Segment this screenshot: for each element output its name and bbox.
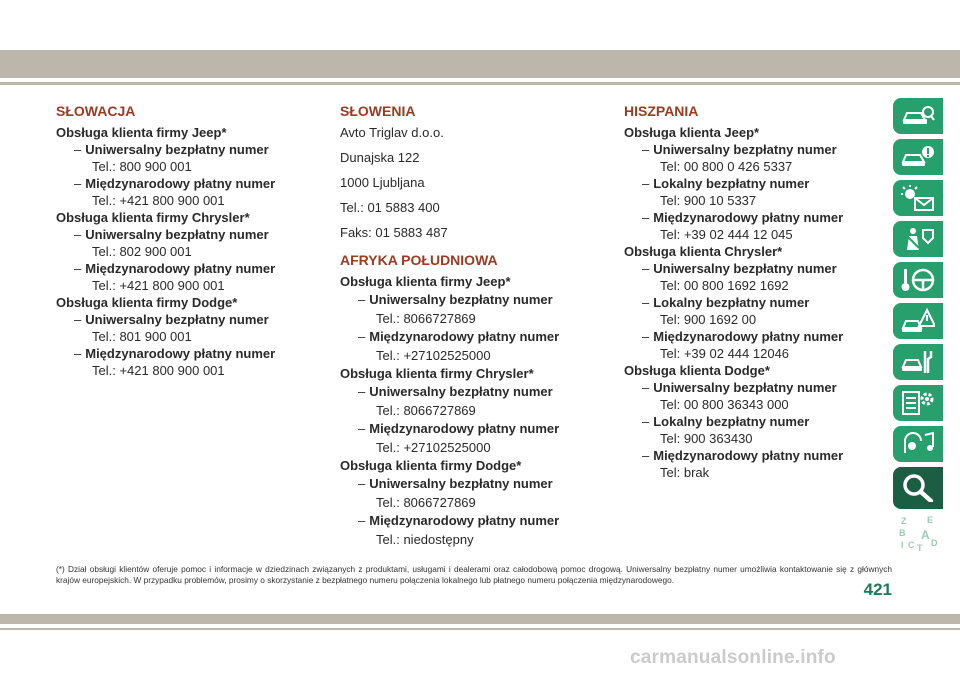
group-title: Obsługa klienta firmy Jeep* bbox=[340, 274, 511, 289]
group-title: Obsługa klienta firmy Chrysler* bbox=[340, 366, 534, 381]
car-search-icon bbox=[901, 103, 935, 129]
item-title: – Lokalny bezpłatny numer bbox=[642, 176, 810, 191]
item-title: – Międzynarodowy płatny numer bbox=[642, 448, 844, 463]
item-title: – Międzynarodowy płatny numer bbox=[74, 261, 276, 276]
item-title: – Międzynarodowy płatny numer bbox=[358, 421, 560, 436]
tab-car-info[interactable] bbox=[893, 139, 943, 175]
item-title: – Uniwersalny bezpłatny numer bbox=[74, 227, 269, 242]
group-south-africa-chrysler bbox=[340, 365, 610, 457]
multimedia-music-icon bbox=[901, 431, 935, 457]
group-south-africa-dodge bbox=[340, 457, 610, 549]
item-title: – Uniwersalny bezpłatny numer bbox=[358, 292, 553, 307]
section-slovenia-south-africa bbox=[340, 102, 610, 549]
tab-car-search[interactable] bbox=[893, 98, 943, 134]
group-title: Obsługa klienta Jeep* bbox=[624, 125, 760, 140]
group-title: Obsługa klienta firmy Dodge* bbox=[56, 295, 238, 310]
address-line: Dunajska 122 bbox=[340, 150, 420, 165]
group-title: Obsługa klienta firmy Dodge* bbox=[340, 458, 522, 473]
specifications-gear-icon bbox=[901, 390, 935, 416]
group-title: Obsługa klienta firmy Jeep* bbox=[56, 125, 227, 140]
group-slovakia-jeep bbox=[56, 124, 326, 209]
phone-value: Tel.: +27102525000 bbox=[376, 348, 491, 363]
item-title: – Uniwersalny bezpłatny numer bbox=[358, 476, 553, 491]
item-title: – Międzynarodowy płatny numer bbox=[74, 176, 276, 191]
warning-lights-message-icon bbox=[901, 185, 935, 211]
group-south-africa-jeep bbox=[340, 273, 610, 365]
phone-value: Tel: 00 800 1692 1692 bbox=[660, 278, 789, 293]
magnifier-icon bbox=[901, 474, 935, 502]
phone-value: Tel: 900 10 5337 bbox=[660, 193, 757, 208]
watermark: carmanualsonline.info bbox=[630, 647, 836, 668]
chapter-tabs bbox=[893, 98, 943, 555]
group-slovakia-dodge bbox=[56, 294, 326, 379]
phone-value: Tel: 900 1692 00 bbox=[660, 312, 757, 327]
heading-spain: HISZPANIA bbox=[624, 103, 699, 119]
item-title: – Uniwersalny bezpłatny numer bbox=[642, 380, 837, 395]
phone-value: Tel.: +27102525000 bbox=[376, 440, 491, 455]
tab-multimedia[interactable] bbox=[893, 426, 943, 462]
phone-value: Tel.: 8066727869 bbox=[376, 403, 476, 418]
group-spain-jeep bbox=[624, 124, 894, 243]
fax-line: Faks: 01 5883 487 bbox=[340, 225, 448, 240]
section-spain bbox=[624, 102, 894, 481]
phone-value: Tel: +39 02 444 12 045 bbox=[660, 227, 793, 242]
phone-value: Tel.: +421 800 900 001 bbox=[92, 278, 225, 293]
phone-value: Tel: 900 363430 bbox=[660, 431, 753, 446]
tab-index-search[interactable] bbox=[893, 467, 943, 509]
seatbelt-airbag-icon bbox=[901, 226, 935, 252]
phone-value: Tel: brak bbox=[660, 465, 710, 480]
phone-value: Tel.: niedostępny bbox=[376, 532, 474, 547]
phone-value: Tel.: +421 800 900 001 bbox=[92, 193, 225, 208]
header-band bbox=[0, 50, 960, 78]
roadside-hazard-icon bbox=[901, 308, 935, 334]
phone-value: Tel.: 800 900 001 bbox=[92, 159, 192, 174]
phone-value: Tel.: +421 800 900 001 bbox=[92, 363, 225, 378]
phone-value: Tel: 00 800 0 426 5337 bbox=[660, 159, 793, 174]
item-title: – Uniwersalny bezpłatny numer bbox=[642, 261, 837, 276]
phone-line: Tel.: 01 5883 400 bbox=[340, 200, 440, 215]
item-title: – Uniwersalny bezpłatny numer bbox=[74, 312, 269, 327]
phone-value: Tel.: 802 900 001 bbox=[92, 244, 192, 259]
tab-alphabetical-index[interactable] bbox=[893, 514, 943, 553]
section-slovakia bbox=[56, 102, 326, 379]
group-slovakia-chrysler bbox=[56, 209, 326, 294]
item-title: – Uniwersalny bezpłatny numer bbox=[358, 384, 553, 399]
car-service-tools-icon bbox=[901, 349, 935, 375]
item-title: – Lokalny bezpłatny numer bbox=[642, 414, 810, 429]
item-title: – Międzynarodowy płatny numer bbox=[642, 210, 844, 225]
page-number: 421 bbox=[863, 580, 892, 599]
item-title: – Uniwersalny bezpłatny numer bbox=[74, 142, 269, 157]
item-title: – Uniwersalny bezpłatny numer bbox=[642, 142, 837, 157]
tab-warning-lights-messages[interactable] bbox=[893, 180, 943, 216]
footer-rule bbox=[0, 628, 960, 630]
group-title: Obsługa klienta Dodge* bbox=[624, 363, 770, 378]
tab-roadside-emergency[interactable] bbox=[893, 303, 943, 339]
heading-slovakia: SŁOWACJA bbox=[56, 103, 136, 119]
alphabetical-index-icon: Z E B C A D I T bbox=[899, 515, 938, 553]
phone-value: Tel.: 8066727869 bbox=[376, 311, 476, 326]
address-line: 1000 Ljubljana bbox=[340, 175, 425, 190]
heading-slovenia: SŁOWENIA bbox=[340, 103, 416, 119]
item-title: – Lokalny bezpłatny numer bbox=[642, 295, 810, 310]
phone-value: Tel.: 8066727869 bbox=[376, 495, 476, 510]
steering-wheel-gearshift-icon bbox=[901, 267, 935, 293]
group-spain-dodge bbox=[624, 362, 894, 481]
item-title: – Międzynarodowy płatny numer bbox=[358, 329, 560, 344]
phone-value: Tel.: 801 900 001 bbox=[92, 329, 192, 344]
item-title: – Międzynarodowy płatny numer bbox=[358, 513, 560, 528]
group-spain-chrysler bbox=[624, 243, 894, 362]
heading-south-africa: AFRYKA POŁUDNIOWA bbox=[340, 252, 498, 268]
car-info-icon bbox=[901, 144, 935, 170]
tab-steering-gearshift[interactable] bbox=[893, 262, 943, 298]
item-title: – Międzynarodowy płatny numer bbox=[642, 329, 844, 344]
item-title: – Międzynarodowy płatny numer bbox=[74, 346, 276, 361]
footer-band bbox=[0, 614, 960, 624]
phone-value: Tel: 00 800 36343 000 bbox=[660, 397, 789, 412]
address-line: Avto Triglav d.o.o. bbox=[340, 125, 444, 140]
header-rule bbox=[0, 82, 960, 85]
tab-seatbelt-airbag[interactable] bbox=[893, 221, 943, 257]
group-title: Obsługa klienta Chrysler* bbox=[624, 244, 783, 259]
tab-service-maintenance[interactable] bbox=[893, 344, 943, 380]
phone-value: Tel: +39 02 444 12046 bbox=[660, 346, 790, 361]
footnote: (*) Dział obsługi klientów oferuje pomoc i informacje w dziedzinach związanych z produktami, usługami i dealerami oraz całodobową pomoc drogową. Uniwersalny bezpłatny numer umożliwia kontaktowanie się z głównych krajów europejskich. W przypadku problemów, prosimy o skorzystanie z bezpłatnego numeru połączenia lokalnego lub płatnego numeru połączenia międzynarodowego. bbox=[56, 564, 892, 586]
tab-technical-specifications[interactable] bbox=[893, 385, 943, 421]
group-title: Obsługa klienta firmy Chrysler* bbox=[56, 210, 250, 225]
